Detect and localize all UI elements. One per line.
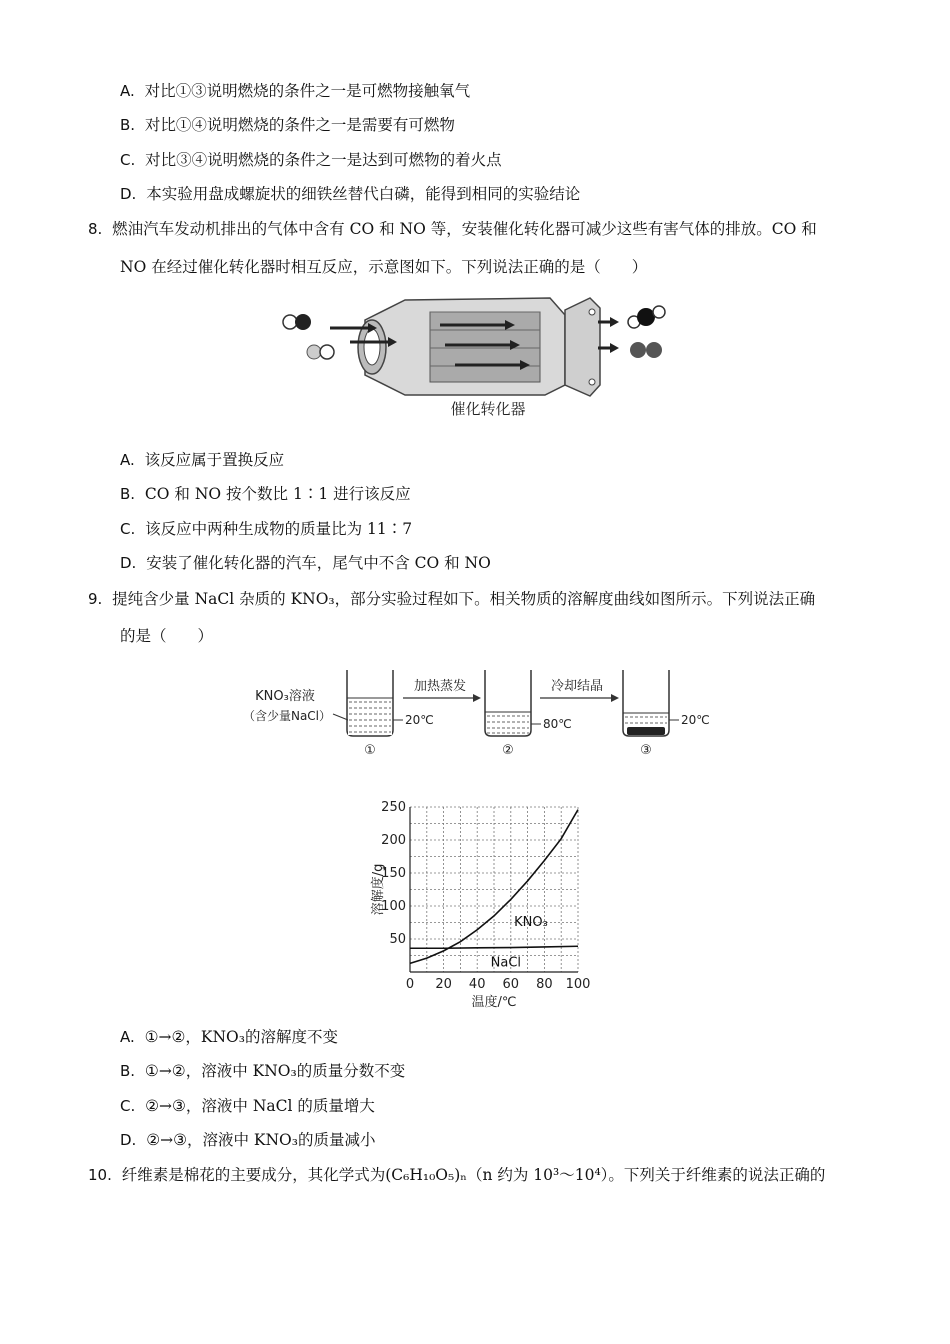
q9-option-d: D. ②→③，溶液中 KNO₃的质量减小 bbox=[120, 1131, 376, 1149]
temp-2: 80℃ bbox=[543, 717, 572, 731]
series-line-nacl bbox=[410, 946, 578, 948]
y-tick-label: 200 bbox=[381, 833, 406, 848]
beaker-3 bbox=[623, 670, 679, 736]
crystals bbox=[627, 727, 665, 735]
q9-stem-line1: 9. 提纯含少量 NaCl 杂质的 KNO₃，部分实验过程如下。相关物质的溶解度曲线如图所示。下列说法正确 bbox=[88, 590, 816, 608]
n-atom-input bbox=[307, 345, 321, 359]
x-axis-label: 温度/℃ bbox=[471, 995, 517, 1010]
c-atom-input bbox=[295, 314, 311, 330]
x-tick-label: 60 bbox=[502, 977, 520, 992]
solution-label: KNO₃溶液 bbox=[255, 689, 315, 704]
q9-option-a: A. ①→②，KNO₃的溶解度不变 bbox=[120, 1028, 338, 1046]
q8-stem-line1: 8. 燃油汽车发动机排出的气体中含有 CO 和 NO 等，安装催化转化器可减少这些有害气体的排放。CO 和 bbox=[88, 220, 817, 238]
n-atom-output-2 bbox=[646, 342, 662, 358]
x-tick-label: 100 bbox=[565, 977, 591, 992]
y-tick-label: 250 bbox=[381, 800, 406, 815]
c-atom-output bbox=[637, 308, 655, 326]
n-atom-output bbox=[630, 342, 646, 358]
series-label-kno3: KNO₃ bbox=[514, 914, 548, 930]
o-atom-input-2 bbox=[320, 345, 334, 359]
q8-stem-line2: NO 在经过催化转化器时相互反应，示意图如下。下列说法正确的是（ ） bbox=[120, 258, 648, 276]
y-tick-label: 50 bbox=[389, 932, 406, 947]
q7-option-d: D. 本实验用盘成螺旋状的细铁丝替代白磷，能得到相同的实验结论 bbox=[120, 185, 581, 203]
q10-stem-line1: 10. 纤维素是棉花的主要成分，其化学式为(C₆H₁₀O₅)ₙ（n 约为 10³～10⁴）。下列关于纤维素的说法正确的 bbox=[88, 1166, 826, 1184]
x-tick-label: 40 bbox=[468, 977, 486, 992]
process-figure bbox=[235, 662, 725, 762]
catalyst-core bbox=[430, 312, 540, 382]
step2-label: 冷却结晶 bbox=[550, 679, 604, 694]
step1-label: 加热蒸发 bbox=[413, 679, 467, 694]
q8-option-d: D. 安装了催化转化器的汽车，尾气中不含 CO 和 NO bbox=[120, 554, 491, 572]
y-axis-label: 溶解度/g bbox=[371, 863, 386, 916]
x-tick-label: 80 bbox=[536, 977, 553, 992]
series-label-nacl: NaCl bbox=[490, 955, 522, 971]
y-tick-label: 100 bbox=[381, 899, 406, 914]
temp-3: 20℃ bbox=[681, 713, 710, 727]
solubility-chart bbox=[370, 795, 600, 1010]
q9-stem-line2: 的是（ ） bbox=[120, 627, 214, 645]
o-atom-input bbox=[283, 315, 297, 329]
beaker-3-number: ③ bbox=[640, 743, 652, 758]
x-tick-label: 20 bbox=[435, 977, 452, 992]
o-atom-output-2 bbox=[653, 306, 665, 318]
x-tick-label: 0 bbox=[405, 977, 415, 992]
impurity-label: （含少量NaCl） bbox=[242, 709, 332, 723]
q7-option-b: B. 对比①④说明燃烧的条件之一是需要有可燃物 bbox=[120, 116, 455, 134]
beaker-1-number: ① bbox=[364, 743, 376, 758]
q7-option-c: C. 对比③④说明燃烧的条件之一是达到可燃物的着火点 bbox=[120, 151, 502, 169]
q8-option-a: A. 该反应属于置换反应 bbox=[120, 451, 285, 469]
y-tick-label: 150 bbox=[381, 866, 406, 881]
beaker-2 bbox=[485, 670, 541, 736]
q8-option-c: C. 该反应中两种生成物的质量比为 11∶7 bbox=[120, 520, 413, 538]
q9-option-b: B. ①→②，溶液中 KNO₃的质量分数不变 bbox=[120, 1062, 406, 1080]
q7-option-a: A. 对比①③说明燃烧的条件之一是可燃物接触氧气 bbox=[120, 82, 471, 100]
q9-option-c: C. ②→③，溶液中 NaCl 的质量增大 bbox=[120, 1097, 375, 1115]
temp-1: 20℃ bbox=[405, 713, 434, 727]
beaker-2-number: ② bbox=[502, 743, 514, 758]
beaker-1 bbox=[347, 670, 403, 736]
catalytic-converter-figure bbox=[280, 290, 670, 420]
q8-option-b: B. CO 和 NO 按个数比 1∶1 进行该反应 bbox=[120, 485, 411, 503]
figure-caption: 催化转化器 bbox=[450, 400, 526, 418]
